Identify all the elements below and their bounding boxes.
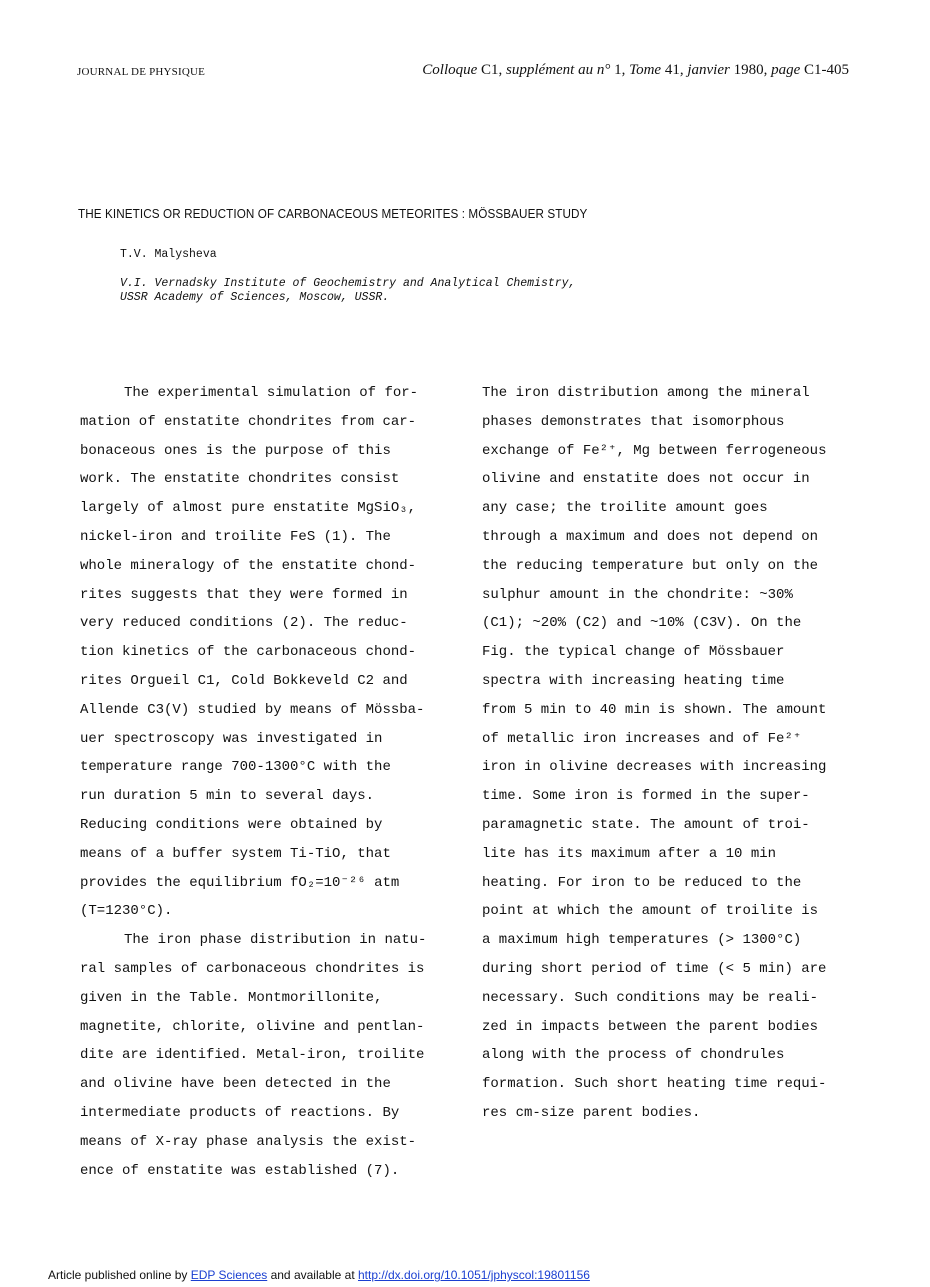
text-line: a maximum high temperatures (> 1300°C) [482,932,802,949]
text-line: along with the process of chondrules [482,1047,785,1064]
text-line: during short period of time (< 5 min) are [482,960,827,977]
text-line: heating. For iron to be reduced to the [482,874,802,891]
affiliation-line: USSR Academy of Sciences, Moscow, USSR. [120,291,390,304]
text-line: Allende C3(V) studied by means of Mössba- [80,701,425,718]
text-line: necessary. Such conditions may be reali- [482,989,819,1006]
publication-footer [48,1268,590,1282]
affiliation-line: V.I. Vernadsky Institute of Geochemistry and Analytical Chemistry, [120,277,576,290]
text-line: largely of almost pure enstatite MgSiO₃, [80,500,417,517]
issue-reference-part: 1980, [729,62,772,78]
text-line: any case; the troilite amount goes [482,500,768,517]
text-line: dite are identified. Metal-iron, troilite [80,1047,425,1064]
author-name: T.V. Malysheva [120,248,217,261]
text-line: bonaceous ones is the purpose of this [80,442,391,459]
text-line: magnetite, chlorite, olivine and pentlan- [80,1018,425,1035]
text-line: phases demonstrates that isomorphous [482,413,785,430]
text-line: and olivine have been detected in the [80,1076,391,1093]
text-line: tion kinetics of the carbonaceous chond- [80,644,417,661]
text-line: whole mineralogy of the enstatite chond- [80,557,417,574]
text-line: temperature range 700-1300°C with the [80,759,391,776]
text-line: from 5 min to 40 min is shown. The amount [482,701,827,718]
text-line: uer spectroscopy was investigated in [80,730,383,747]
issue-reference-part: 1, [610,62,630,78]
text-line: lite has its maximum after a 10 min [482,845,777,862]
text-line: The iron distribution among the mineral [482,385,810,401]
text-line: means of a buffer system Ti-TiO, that [80,845,391,862]
text-line: intermediate products of reactions. By [80,1104,400,1121]
issue-reference-part: page [771,62,801,78]
text-line: through a maximum and does not depend on [482,528,819,545]
text-line: spectra with increasing heating time [482,672,785,689]
text-line: the reducing temperature but only on the [482,557,819,574]
text-line: provides the equilibrium fO₂=10⁻²⁶ atm [80,874,400,891]
publisher-link[interactable]: EDP Sciences [190,1268,268,1282]
text-line: mation of enstatite chondrites from car- [80,413,417,430]
text-line: sulphur amount in the chondrite: ~30% [482,586,793,603]
issue-reference-part: C1-405 [800,62,849,78]
text-line: nickel-iron and troilite FeS (1). The [80,528,391,545]
text-line: ral samples of carbonaceous chondrites is [80,960,425,977]
text-line: paramagnetic state. The amount of troi- [482,816,810,833]
text-line: formation. Such short heating time requi- [482,1076,827,1093]
journal-name: JOURNAL DE PHYSIQUE [77,66,206,78]
text-line: The experimental simulation of for- [124,385,419,401]
text-line: run duration 5 min to several days. [80,788,375,805]
issue-reference-part: Tome [629,62,662,78]
issue-reference-part: janvier [687,62,730,78]
text-line: very reduced conditions (2). The reduc- [80,615,408,632]
left-column [80,379,426,1185]
text-line: res cm-size parent bodies. [482,1104,701,1121]
text-line: The iron phase distribution in natu- [124,932,427,949]
text-line: rites suggests that they were formed in [80,586,408,603]
issue-reference-part: Colloque [422,62,478,78]
text-line: work. The enstatite chondrites consist [80,471,400,488]
issue-reference [422,62,849,79]
text-line: means of X-ray phase analysis the exist- [80,1133,417,1150]
text-line: Reducing conditions were obtained by [80,816,383,833]
doi-link[interactable]: http://dx.doi.org/10.1051/jphyscol:19801156 [357,1268,590,1282]
text-line: (T=1230°C). [80,903,173,920]
text-line: exchange of Fe²⁺, Mg between ferrogeneous [482,442,827,459]
issue-reference-part: supplément au n° [506,62,611,78]
text-line: Fig. the typical change of Mössbauer [482,644,785,661]
text-line: iron in olivine decreases with increasing [482,759,827,776]
text-line: of metallic iron increases and of Fe²⁺ [482,730,802,747]
text-line: time. Some iron is formed in the super- [482,788,810,805]
text-line: point at which the amount of troilite is [482,903,819,920]
text-line: zed in impacts between the parent bodies [482,1018,819,1035]
text-line: rites Orgueil C1, Cold Bokkeveld C2 and [80,672,408,689]
affiliation [120,277,575,305]
text-line: ence of enstatite was established (7). [80,1162,400,1179]
footer-prefix: Article published online by [48,1268,191,1282]
paper-title: THE KINETICS OR REDUCTION OF CARBONACEOUS METEORITES : MÖSSBAUER STUDY [78,206,588,221]
issue-reference-part: C1, [477,62,507,78]
text-line: olivine and enstatite does not occur in [482,471,810,488]
text-line: given in the Table. Montmorillonite, [80,989,383,1006]
text-line: (C1); ~20% (C2) and ~10% (C3V). On the [482,615,802,632]
footer-middle: and available at [267,1268,358,1282]
right-column [482,379,826,1128]
issue-reference-part: 41, [661,62,688,78]
